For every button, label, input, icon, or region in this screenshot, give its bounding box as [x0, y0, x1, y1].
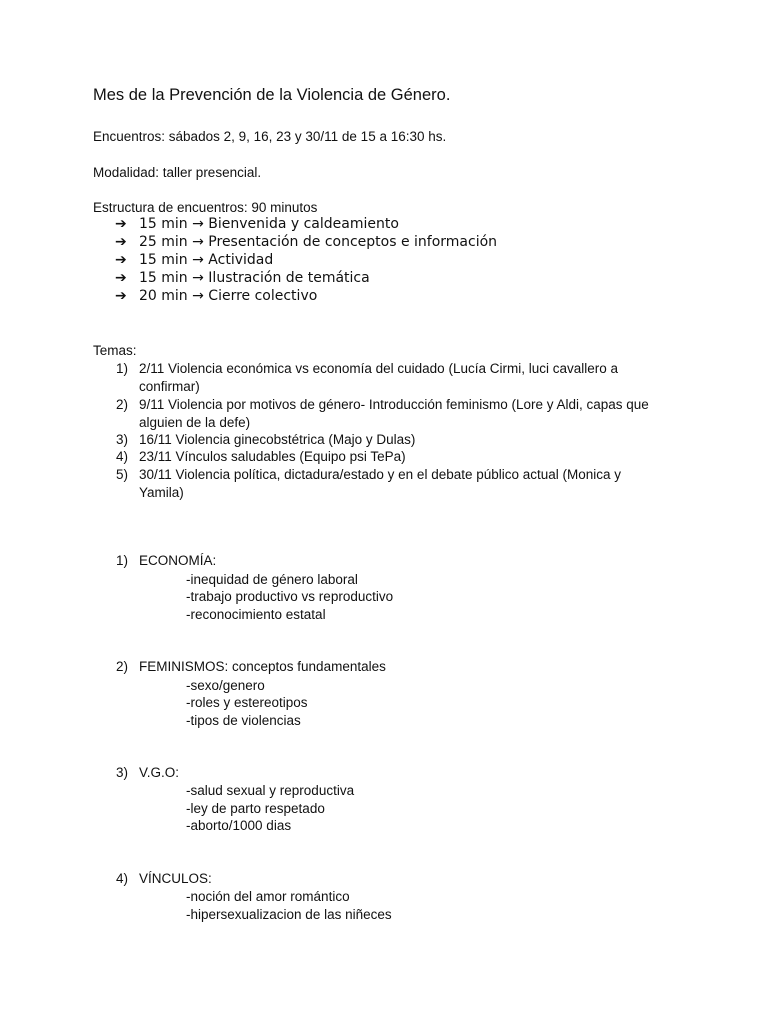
section-number: 3): [116, 765, 129, 780]
section-subitem: -ley de parto respetado: [186, 801, 325, 816]
estructura-item-text: 15 min → Bienvenida y caldeamiento: [139, 216, 399, 232]
document-title: Mes de la Prevención de la Violencia de Género.: [93, 86, 451, 104]
section-number: 4): [116, 871, 129, 886]
tema-text: 23/11 Vínculos saludables (Equipo psi TePa): [139, 449, 406, 464]
section-subitem: -hipersexualizacion de las niñeces: [186, 907, 392, 922]
section-title: ECONOMÍA:: [139, 553, 217, 568]
section-subitem: -trabajo productivo vs reproductivo: [186, 589, 394, 604]
temas-heading: Temas:: [93, 343, 137, 358]
section-title: VÍNCULOS:: [139, 871, 212, 886]
encuentros-text: Encuentros: sábados 2, 9, 16, 23 y 30/11 de 15 a 16:30 hs.: [93, 129, 447, 144]
arrow-bullet-icon: ➔: [115, 234, 127, 250]
estructura-item-text: 25 min → Presentación de conceptos e información: [139, 234, 498, 250]
arrow-bullet-icon: ➔: [115, 216, 127, 232]
tema-number: 5): [116, 467, 129, 482]
section-title: FEMINISMOS: conceptos fundamentales: [139, 659, 386, 674]
estructura-item-text: 20 min → Cierre colectivo: [139, 288, 318, 304]
section-number: 2): [116, 659, 129, 674]
section-subitem: -tipos de violencias: [186, 713, 301, 728]
section-title: V.G.O:: [139, 765, 180, 780]
tema-number: 1): [116, 361, 129, 376]
section-subitem: -noción del amor romántico: [186, 889, 350, 904]
estructura-item-text: 15 min → Actividad: [139, 252, 274, 268]
section-subitem: -inequidad de género laboral: [186, 572, 358, 587]
section-subitem: -reconocimiento estatal: [186, 607, 326, 622]
arrow-bullet-icon: ➔: [115, 270, 127, 286]
tema-number: 3): [116, 432, 129, 447]
estructura-item-text: 15 min → Ilustración de temática: [139, 270, 370, 286]
estructura-heading: Estructura de encuentros: 90 minutos: [93, 200, 318, 215]
section-number: 1): [116, 553, 129, 568]
section-subitem: -sexo/genero: [186, 678, 265, 693]
tema-text: 30/11 Violencia política, dictadura/estado y en el debate público actual (Monica y Yamila): [139, 467, 622, 500]
tema-text: 9/11 Violencia por motivos de género- Introducción feminismo (Lore y Aldi, capas que alguien de la defe): [139, 397, 649, 430]
section-subitem: -salud sexual y reproductiva: [186, 783, 355, 798]
tema-text: 16/11 Violencia ginecobstétrica (Majo y Dulas): [139, 432, 416, 447]
section-subitem: -aborto/1000 dias: [186, 818, 292, 833]
arrow-bullet-icon: ➔: [115, 288, 127, 304]
modalidad-text: Modalidad: taller presencial.: [93, 165, 262, 180]
arrow-bullet-icon: ➔: [115, 252, 127, 268]
tema-number: 4): [116, 449, 129, 464]
section-subitem: -roles y estereotipos: [186, 695, 308, 710]
tema-number: 2): [116, 397, 129, 412]
tema-text: 2/11 Violencia económica vs economía del cuidado (Lucía Cirmi, luci cavallero a confirmar): [139, 361, 618, 394]
